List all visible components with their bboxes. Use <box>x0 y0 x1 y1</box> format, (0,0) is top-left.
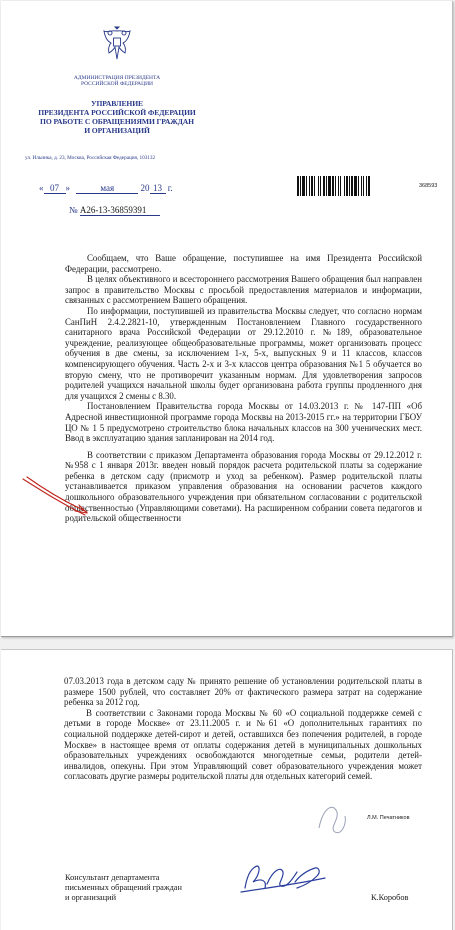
paragraph-2: В целях объективного и всестороннего рассмотрения Вашего обращения был направлен запрос в правительство Москвы с просьбой предоставления материалов и информации, связанных с рассмотрением Вашего обращения. <box>65 274 422 306</box>
red-arrow-annotation <box>19 475 95 525</box>
letter-page-1 <box>1 1 453 637</box>
org-address: ул. Ильинка, д. 23, Москва, Российская Федерация, 103132 <box>25 155 156 161</box>
letter-page-2 <box>1 649 453 930</box>
paragraph-5: В соответствии с приказом Департамента образования города Москвы от 29.12.2012 г. №958 с 1 января 2013г. введен новый порядок расчета родительской платы за содержание ребенка в детском саду (присмотр и уход за ребенком). Размер родительской платы устанавливается приказом управления образования на основании расчетов каждого дошкольного образовательного учреждения при обязательном согласовании с родительской общественностью (Управляющими советами). На расширенном собрании совета педагогов и родительской общественности <box>65 449 422 524</box>
paragraph-1: Сообщаем, что Ваше обращение, поступившее на имя Президента Российской Федерации, рассмотрено. <box>65 253 422 274</box>
date-year: 13 <box>150 183 166 194</box>
date-year-suffix: г. <box>167 183 173 193</box>
number-value: А26-13-36859391 <box>80 205 160 216</box>
org-line-1: УПРАВЛЕНИЕ <box>90 99 143 108</box>
faint-signature-mark <box>313 798 353 842</box>
date-close-quote: » <box>65 183 70 193</box>
date-month: мая <box>76 183 138 194</box>
org-line-2: ПРЕЗИДЕНТА РОССИЙСКОЙ ФЕДЕРАЦИИ <box>38 108 196 117</box>
signer-title <box>65 873 182 903</box>
paragraph-7: В соответствии с Законами города Москвы № 60 «О социальной поддержке семей с детьми в городе Москве» от 23.11.2005 г. и №61 «О дополнительных гарантиях по социальной поддержке детей-сирот и детей, оставшихся без попечения родителей, в городе Москве» в настоящее время от оплаты содержания детей в муниципальных дошкольных образовательных учреждениях освобождаются многодетные семьи, родители детей- инвалидов, опекуны. При этом Управляющий совет образовательного учреждения может согласовать другие размеры родительской платы для отдельных категорий семей. <box>64 707 422 782</box>
signer-line-3: и организаций <box>65 893 117 902</box>
date-year-prefix: 20 <box>140 183 150 193</box>
barcode-bar <box>368 176 370 196</box>
org-line-4: И ОРГАНИЗАЦИЙ <box>84 126 150 135</box>
paragraph-3: По информации, поступившей из правительства Москвы следует, что согласно нормам СанПиН 2.4.2.2821-10, утвержденным Постановлением Главного государственного санитарного врача Российской Федерации от 29.12.2010 г. №189, образовательное учреждение, реализующее общеобразовательные программы, может организовать процесс обучения в две смены, за исключением 1-х, 5-х, выпускных 9 и 11 классов, классов компенсирующего обучения. Часть 2-х и 3-х классов центра образования №1 5 обучается во вторую смену, что не противоречит указанным нормам. Для удовлетворения запросов родителей учащихся начальной школы будет организована работа группы продленного дня для учащихся 2 смены с 8.30. <box>65 305 422 401</box>
paragraph-4: Постановлением Правительства города Москвы от 14.03.2013 г. № 147-ПП «Об Адресной инвестиционной программе города Москвы на 2013-2015 гг.» на территории ГБОУ ЦО № 1 5 предусмотрено строительство блока начальных классов на 300 ученических мест. Ввод в эксплуатацию здания запланирован на 2014 год. <box>65 401 422 444</box>
signer-name: К.Коробов <box>371 893 409 902</box>
date-open-quote: « <box>39 183 44 193</box>
admin-line-1: АДМИНИСТРАЦИЯ ПРЕЗИДЕНТА <box>73 75 161 81</box>
signer-line-2: письменных обращений граждан <box>65 883 182 892</box>
admin-line-2: РОССИЙСКОЙ ФЕДЕРАЦИИ <box>80 81 154 87</box>
coat-of-arms-emblem <box>101 25 133 61</box>
letter-body-page-1 <box>65 253 422 524</box>
barcode-number: 368593 <box>419 183 438 189</box>
letter-body-page-2 <box>64 676 422 782</box>
letter-date <box>39 183 173 194</box>
letter-number <box>69 205 160 216</box>
handwritten-signature <box>237 858 329 898</box>
number-prefix: № <box>69 205 78 215</box>
signer-line-1: Консультант департамента <box>65 873 160 882</box>
date-day: 07 <box>44 183 66 194</box>
stamp-name: Л.М. Печатников <box>367 815 410 821</box>
paragraph-6: 07.03.2013 года в детском саду № принято решение об установлении родительской платы в размере 1500 рублей, что составляет 20% от фактического размера затрат на содержание ребенка за 2012 год. <box>64 676 422 708</box>
document-barcode <box>297 176 415 196</box>
org-line-3: ПО РАБОТЕ С ОБРАЩЕНИЯМИ ГРАЖДАН <box>40 117 194 126</box>
